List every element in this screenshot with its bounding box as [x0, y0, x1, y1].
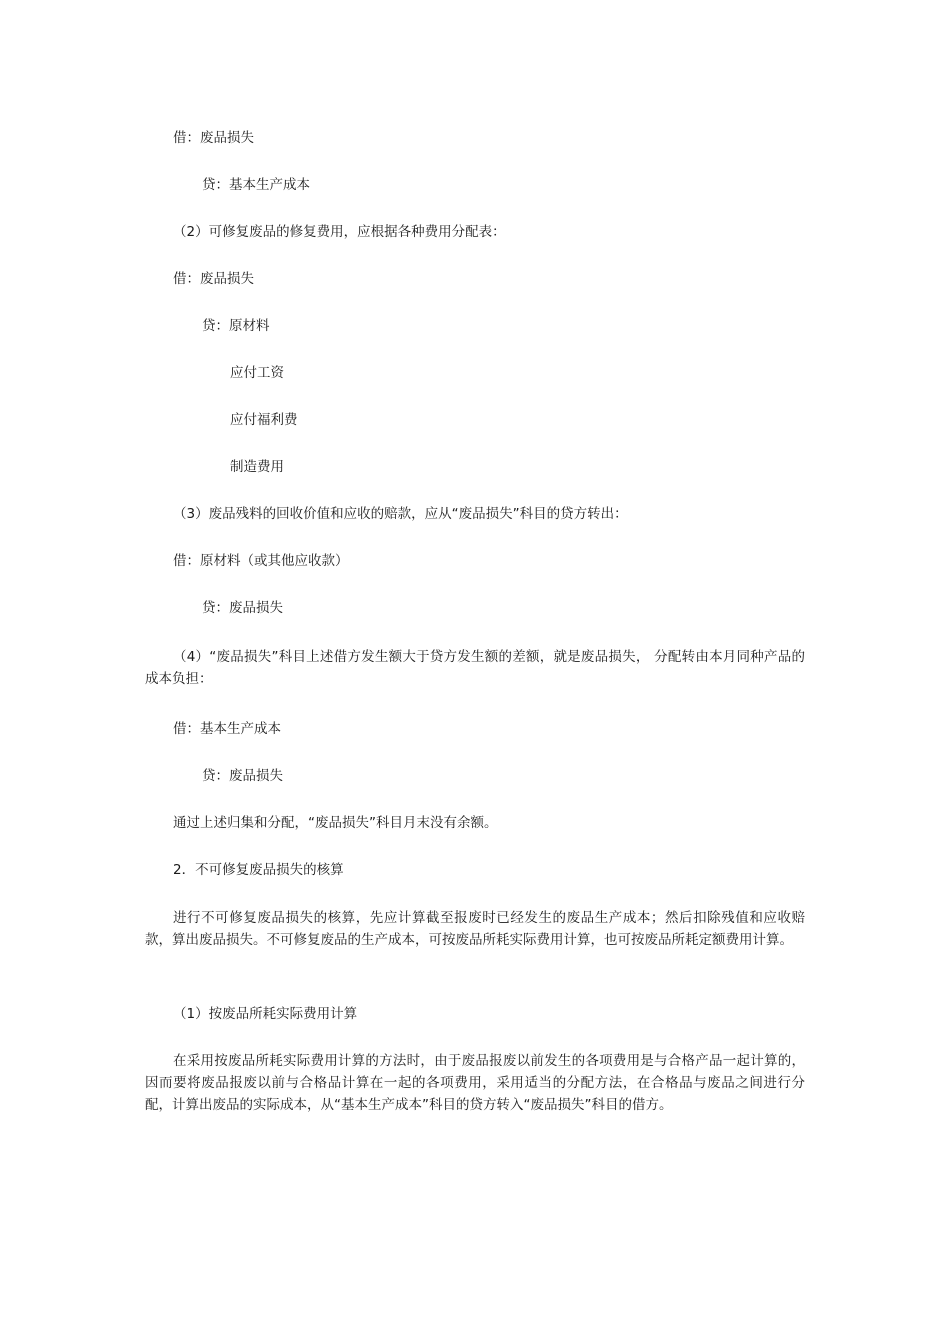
item-heading: （2）可修复废品的修复费用，应根据各种费用分配表： [173, 224, 506, 240]
entry-credit-line: 贷：废品损失 [202, 600, 283, 616]
entry-credit-account: 应付福利费 [230, 412, 298, 428]
entry-credit-account: 应付工资 [230, 365, 284, 381]
entry-credit-account: 制造费用 [230, 459, 284, 475]
entry-debit-line: 借：基本生产成本 [173, 721, 281, 737]
item-heading: （3）废品残料的回收价值和应收的赔款，应从“废品损失”科目的贷方转出： [173, 506, 628, 522]
entry-credit-line: 贷：原材料 [202, 318, 270, 334]
body-paragraph: （4）“废品损失”科目上述借方发生额大于贷方发生额的差额，就是废品损失， 分配转由本月同种产品的成本负担： [145, 649, 805, 687]
body-line: 通过上述归集和分配，“废品损失”科目月末没有余额。 [173, 815, 498, 831]
entry-credit-line: 贷：废品损失 [202, 768, 283, 784]
body-paragraph: 进行不可修复废品损失的核算，先应计算截至报废时已经发生的废品生产成本；然后扣除残值和应收赔款，算出废品损失。不可修复废品的生产成本，可按废品所耗实际费用计算，也可按废品所耗定额费用计算。 [145, 910, 805, 948]
body-paragraph: 在采用按废品所耗实际费用计算的方法时，由于废品报废以前发生的各项费用是与合格产品一起计算的，因而要将废品报废以前与合格品计算在一起的各项费用，采用适当的分配方法，在合格品与废品之间进行分配，计算出废品的实际成本，从“基本生产成本”科目的贷方转入“废品损失”科目的借方。 [145, 1053, 805, 1113]
entry-credit-line: 贷：基本生产成本 [202, 177, 310, 193]
entry-debit-line: 借：废品损失 [173, 130, 254, 146]
section-heading: 2．不可修复废品损失的核算 [173, 862, 344, 878]
entry-debit-line: 借：废品损失 [173, 271, 254, 287]
entry-debit-line: 借：原材料（或其他应收款） [173, 553, 349, 569]
subsection-heading: （1）按废品所耗实际费用计算 [173, 1006, 358, 1022]
